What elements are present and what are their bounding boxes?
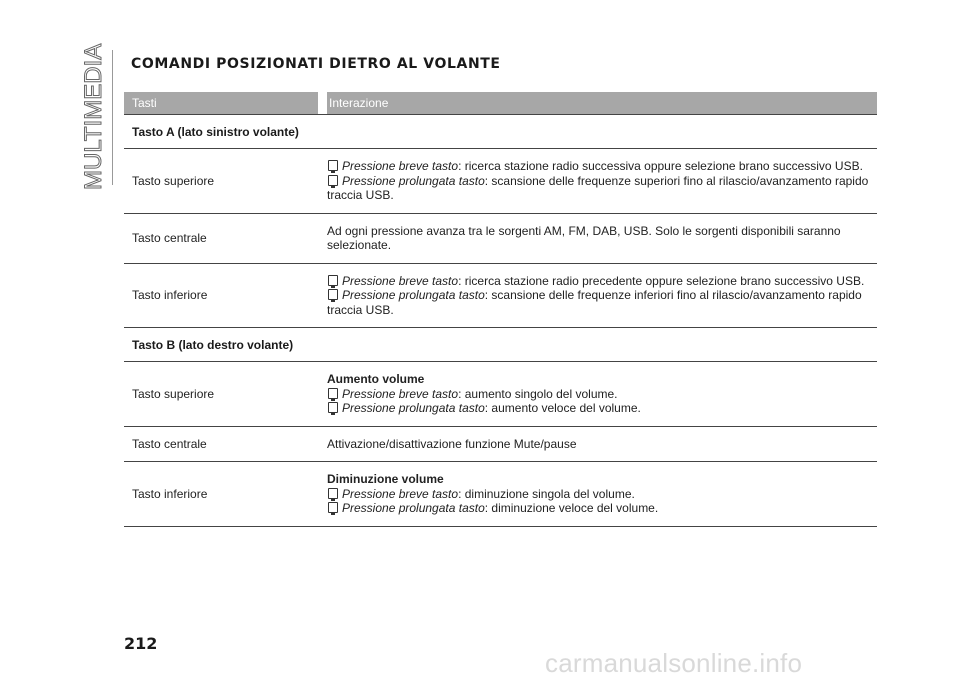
action-text: traccia USB. xyxy=(327,188,394,202)
header-interazione: Interazione xyxy=(327,92,877,114)
action-text: Attivazione/disattivazione funzione Mute/pause xyxy=(327,436,577,451)
description-line xyxy=(327,274,877,289)
action-name: Pressione prolungata tasto xyxy=(342,501,485,515)
side-divider xyxy=(112,50,113,185)
row-description xyxy=(327,462,877,526)
description-line xyxy=(327,437,877,452)
row-subhead: Diminuzione volume xyxy=(327,472,444,486)
description-line xyxy=(327,501,877,516)
action-name: Pressione breve tasto xyxy=(342,386,459,401)
action-name: Pressione breve tasto xyxy=(342,273,459,288)
table-bottom-rule xyxy=(124,526,877,527)
action-text: : aumento veloce del volume. xyxy=(484,401,641,415)
action-text: : ricerca stazione radio successiva oppure selezione brano successivo USB. xyxy=(458,159,863,173)
phone-icon xyxy=(328,175,338,186)
phone-icon xyxy=(328,402,338,413)
action-text: selezionate. xyxy=(327,238,392,252)
description-line xyxy=(327,303,877,318)
table-row xyxy=(124,213,877,263)
table-header xyxy=(124,92,877,114)
table-body xyxy=(124,114,877,526)
page-number: 212 xyxy=(124,634,158,653)
action-text: : diminuzione veloce del volume. xyxy=(484,501,659,515)
watermark: carmanualsonline.info xyxy=(545,648,803,678)
row-subhead: Aumento volume xyxy=(327,372,425,386)
action-text: : scansione delle frequenze inferiori fino al rilascio/avanzamento rapido xyxy=(484,288,862,302)
table-row xyxy=(124,426,877,462)
row-key: Tasto inferiore xyxy=(132,486,208,501)
section-title: Tasto B (lato destro volante) xyxy=(124,327,877,361)
action-text: : diminuzione singola del volume. xyxy=(458,486,635,501)
page-title: COMANDI POSIZIONATI DIETRO AL VOLANTE xyxy=(131,56,501,72)
description-line xyxy=(327,387,877,402)
section-title: Tasto A (lato sinistro volante) xyxy=(124,114,877,148)
action-name: Pressione breve tasto xyxy=(342,159,459,173)
row-description xyxy=(327,149,877,213)
chapter-side-label-text: MULTIMEDIA xyxy=(80,43,107,190)
phone-icon xyxy=(328,289,338,300)
description-line xyxy=(327,288,877,303)
table-row xyxy=(124,148,877,213)
description-line xyxy=(327,487,877,502)
row-key: Tasto inferiore xyxy=(132,288,208,303)
phone-icon xyxy=(328,488,338,499)
action-text: Ad ogni pressione avanza tra le sorgenti AM, FM, DAB, USB. Solo le sorgenti disponibili saranno xyxy=(327,223,841,238)
description-line xyxy=(327,401,877,416)
phone-icon xyxy=(328,160,338,171)
action-name: Pressione prolungata tasto xyxy=(342,288,485,302)
controls-table xyxy=(124,92,877,527)
action-text: : ricerca stazione radio precedente oppure selezione brano successivo USB. xyxy=(458,273,865,288)
action-text: : scansione delle frequenze superiori fino al rilascio/avanzamento rapido xyxy=(484,173,869,188)
header-tasti: Tasti xyxy=(124,92,318,114)
row-key: Tasto centrale xyxy=(132,436,207,451)
row-description xyxy=(327,427,877,462)
row-key: Tasto centrale xyxy=(132,231,207,245)
action-name: Pressione breve tasto xyxy=(342,486,459,501)
description-line xyxy=(327,238,877,253)
phone-icon xyxy=(328,275,338,286)
action-name: Pressione prolungata tasto xyxy=(342,173,485,188)
phone-icon xyxy=(328,388,338,399)
chapter-side-label xyxy=(80,43,110,192)
row-description xyxy=(327,264,877,328)
table-row xyxy=(124,263,877,328)
description-line xyxy=(327,188,877,203)
row-description xyxy=(327,214,877,263)
action-name: Pressione prolungata tasto xyxy=(342,401,485,415)
table-row xyxy=(124,461,877,526)
description-line xyxy=(327,174,877,189)
description-line xyxy=(327,159,877,174)
phone-icon xyxy=(328,502,338,513)
row-key: Tasto superiore xyxy=(132,173,215,188)
row-description xyxy=(327,362,877,426)
action-text: : aumento singolo del volume. xyxy=(458,386,618,401)
table-row xyxy=(124,361,877,426)
row-key: Tasto superiore xyxy=(132,386,215,401)
action-text: traccia USB. xyxy=(327,302,394,317)
description-line xyxy=(327,224,877,239)
